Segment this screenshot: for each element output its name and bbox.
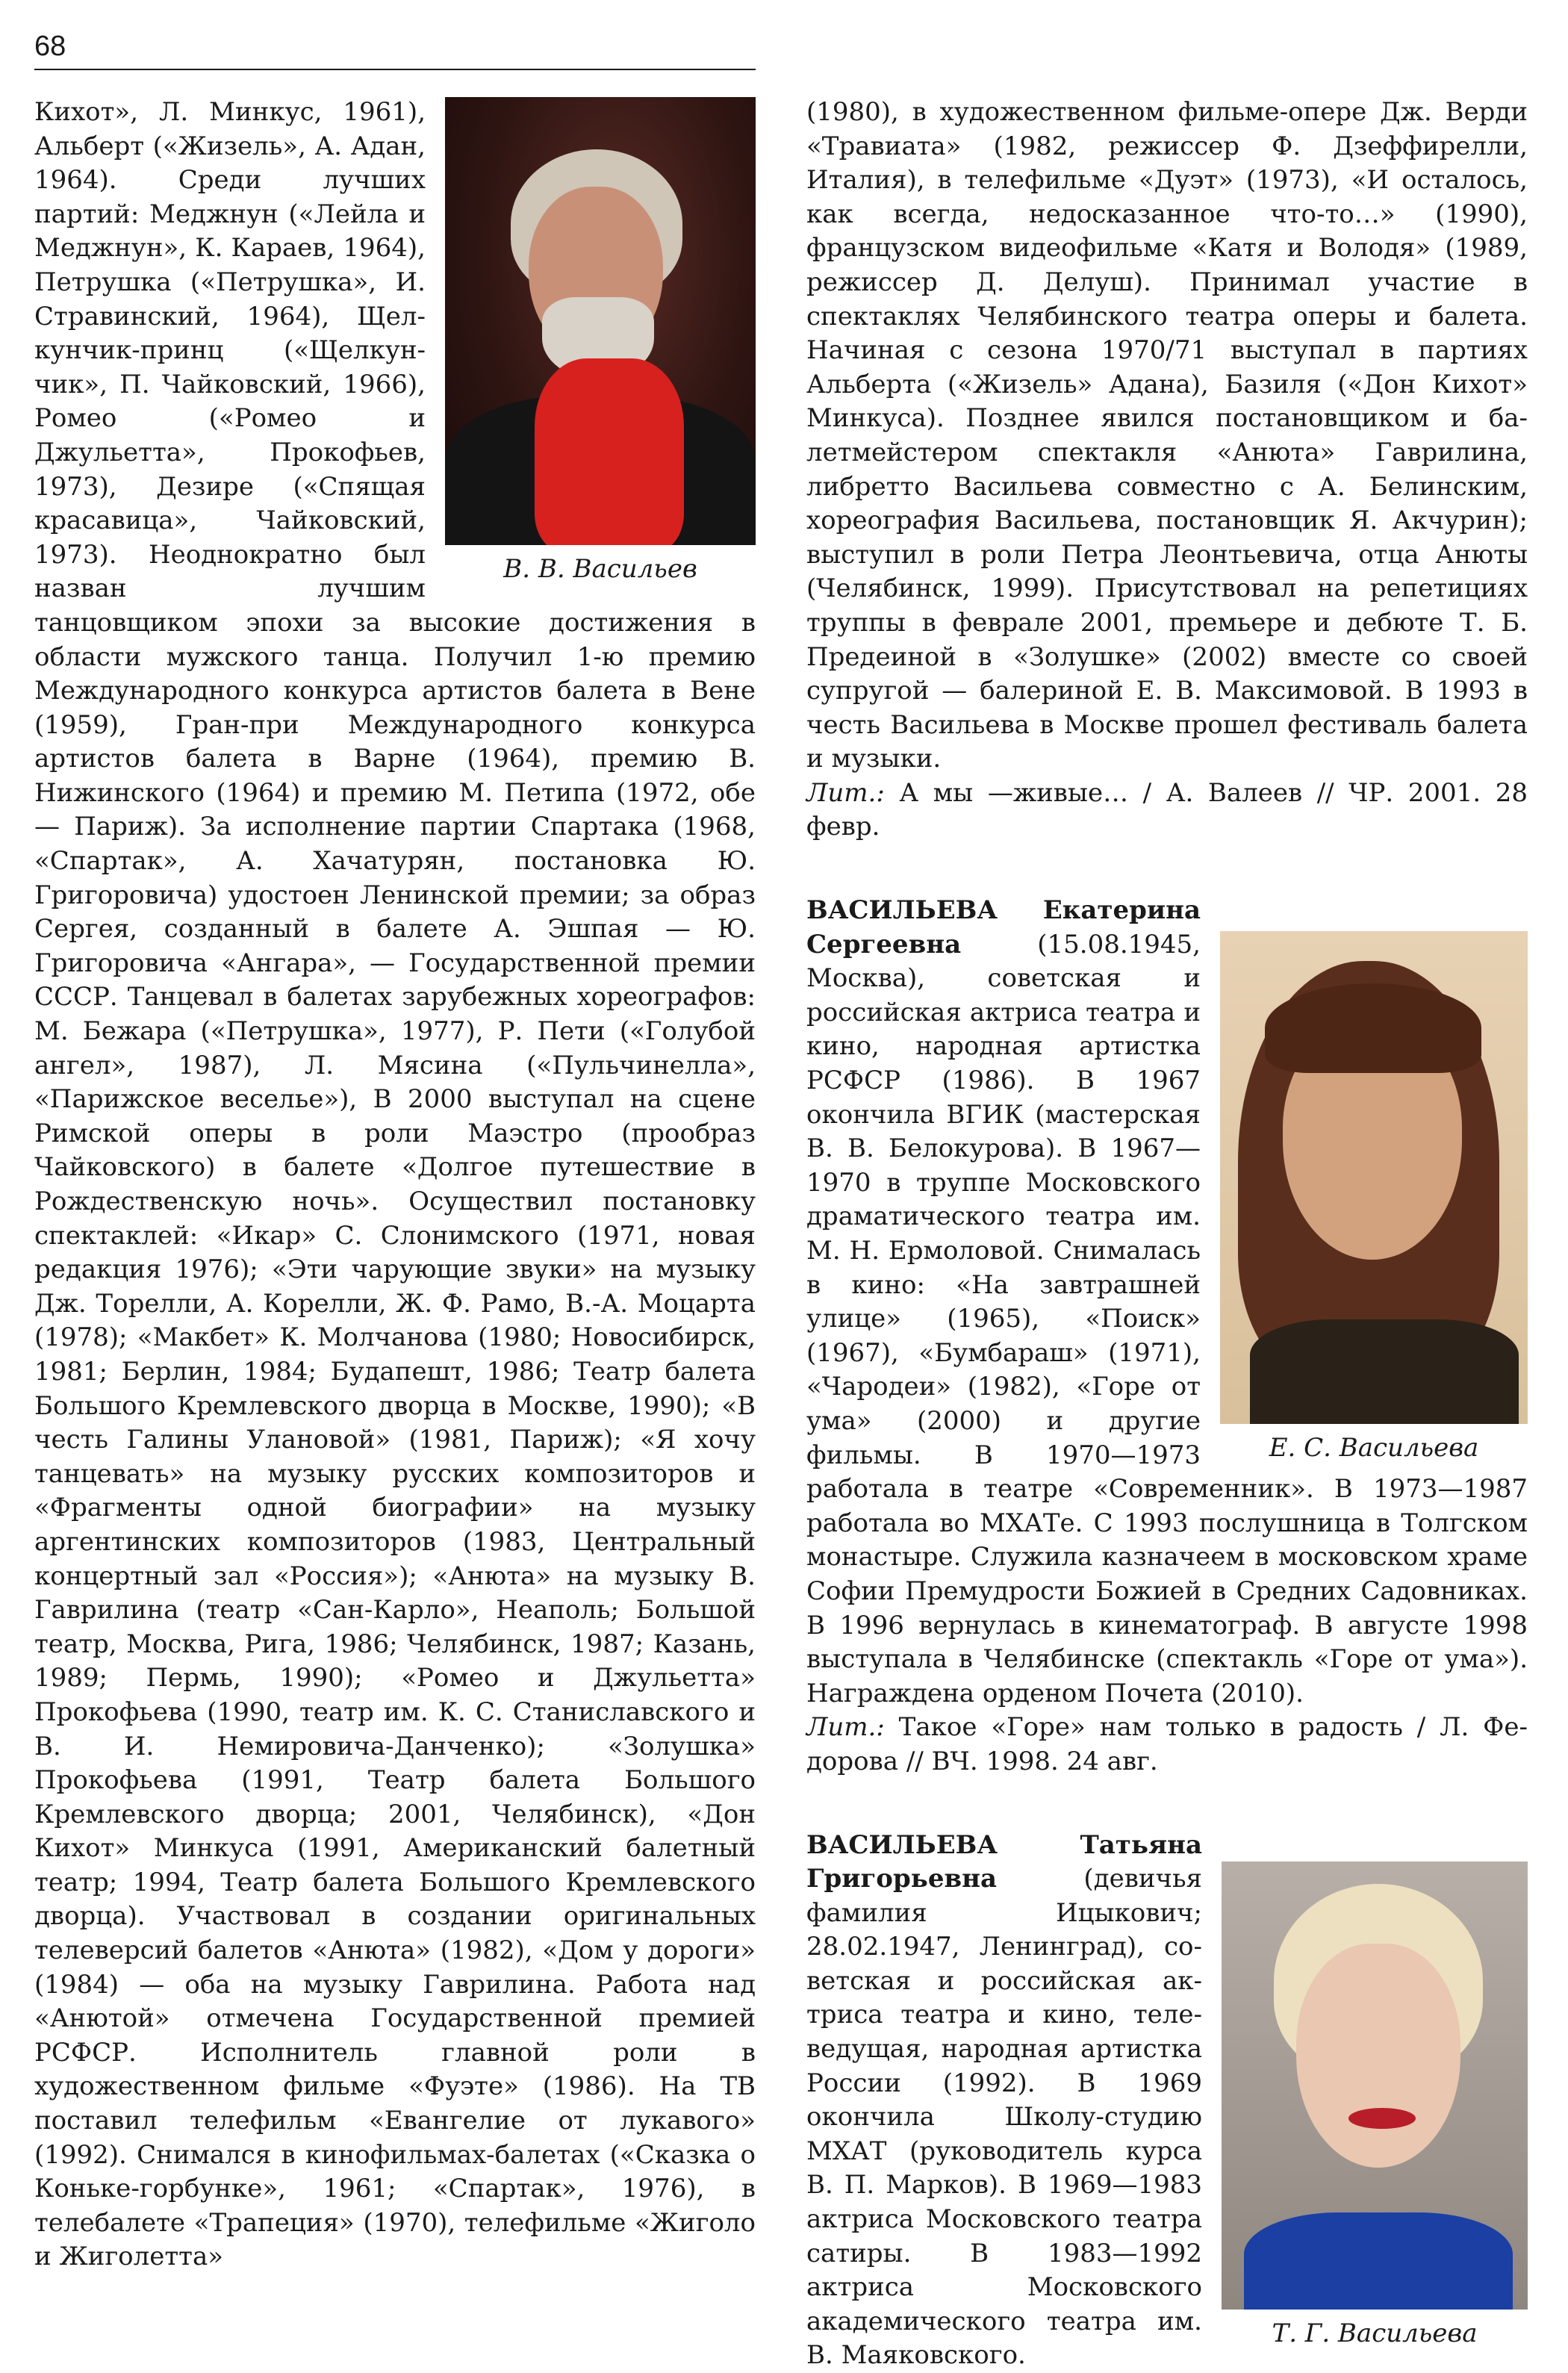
photo-figure-e-vasilieva [1220,931,1528,1464]
header-rule [34,69,756,70]
portrait-photo-vasiliev [445,97,756,545]
photo-caption: Е. С. Васильева [1220,1431,1528,1464]
portrait-photo-e-vasilieva [1220,931,1528,1424]
literature-reference [806,1711,1528,1779]
photo-caption: Т. Г. Васильева [1222,2317,1528,2350]
article-text-continuation: (1980), в художественном фильме-опере Дж. Верди «Травиата» (1982, режиссер Ф. Дзеффирелли, Италия), в телефильме «Дуэт» (1973), «И осталось, как всегда, недосказанное что-то…» (1990), французском видеофильме «Катя и Володя» (1989, режиссер Д. Делуш). Принимал участие в спектаклях Челябинского театра оперы и балета. Начиная с сезона 1970/71 выступал в партиях Альберта («Жизель» Адана), Базиля («Дон Кихот» Минкуса). Позднее явился постановщиком и балетмейстером спектакля «Анюта» Гаврилина, либретто Васильева совместно с А. Белинским, хореография Васильева, постановщик Я. Акчурин); выступил в роли Петра Леонтьевича, отца Анюты (Челябинск, 1999). Присутствовал на репетициях труппы в феврале 2001, премьере и дебюте Т. Б. Предеиной в «Золушке» (2002) вместе со своей супругой — балериной Е. В. Максимовой. В 1993 в честь Васильева в Москве прошел фестиваль балета и музыки. [806,96,1528,777]
literature-text: А мы —живые… / А. Валеев // ЧР. 2001. 28 февр. [806,778,1528,842]
entry-ekaterina-vasilieva [806,894,1528,1779]
photo-figure-t-vasilieva [1222,1862,1528,2350]
entry-tatiana-vasilieva [806,1829,1528,2373]
page-number: 68 [34,30,66,63]
literature-label: Лит.: [806,778,885,808]
literature-reference [806,777,1528,845]
entry-body: (девичья фамилия Ицыкович; 28.02.1947, Ленинград), советская и российская актриса театра и кино, телеведущая, народная артистка России (1992). В 1969 окончила Школу-студию МХАТ (руководитель курса В. П. Марков). В 1969—1983 актриса Московского театра сатиры. В 1983—1992 актриса Московского академического театра им. В. Маяковского. [806,1864,1202,2370]
entry-title: ВАСИЛЬЕВА Екатерина Сергеевна [806,895,1201,960]
left-column [34,96,756,2336]
photo-figure-vasiliev [445,97,756,585]
entry-body: (15.08.1945, Москва), советская и российская актриса театра и кино, народная артистка РСФСР (1986). В 1967 окончила ВГИК (мастерская В. В. Белокурова). В 1967—1970 в труппе Московского драматического театра им. М. Н. Ермоловой. Снималась в кино: «На завтрашней улице» (1965), «Поиск» (1967), «Бумбараш» (1971), «Чародеи» (1982), «Горе от ума» (2000) и другие фильмы. В 1970—1973 работала в театре «Современник». В 1973—1987 работала во МХАТе. С 1993 послушница в Толгском монастыре. Служила казначеем в московском храме Софии Премудрости Божией в Средних Садовниках. В 1996 вернулась в кинематограф. В августе 1998 выступала в Челябинске (спектакль «Горе от ума»). Награждена орденом Почета (2010). [806,930,1528,1708]
entry-title: ВАСИЛЬЕВА Татьяна Григорьевна [806,1830,1202,1894]
article-text: Кихот», Л. Минкус, 1961), Альберт («Жизель», А. Адан, 1964). Среди лучших партий: Меджнун («Лейла и Меджнун», К. Караев, 1964), Петрушка («Петрушка», И. Стравинский, 1964), Щелкунчик-принц («Щелкунчик», П. Чайковский, 1966), Ромео («Ромео и Джульетта», Прокофьев, 1973), Дезире («Спящая красавица», Чайковский, 1973). Неоднократно был назван лучшим танцовщиком эпохи за высокие достижения в области мужского танца. Получил 1-ю премию Международного конкурса артистов балета в Вене (1959), Гран-при Международного конкурса артистов балета в Варне (1964), премию В. Нижинского (1964) и премию М. Петипа (1972, обе — Париж). За исполнение партии Спартака (1968, «Спартак», А. Хачатурян, постановка Ю. Григоровича) удостоен Ленинской премии; за образ Сергея, созданный в балете А. Эшпая — Ю. Григоровича «Ангара», — Государственной премии СССР. Танцевал в балетах зарубежных хореографов: М. Бежара («Петрушка», 1977), Р. Пети («Голубой ангел», 1987), Л. Мясина («Пульчинелла», «Парижское веселье»), В 2000 выступал на сцене Римской оперы в роли Маэстро (прообраз Чайковского) в балете «Долгое путешествие в Рождественскую ночь». Осуществил постановку спектаклей: «Икар» С. Слонимского (1971, новая редакция 1976); «Эти чарующие звуки» на музыку Дж. Торелли, А. Корелли, Ж. Ф. Рамо, В.-А. Моцарта (1978); «Макбет» К. Молчанова (1980; Новосибирск, 1981; Берлин, 1984; Будапешт, 1986; Театр балета Большого Кремлевского дворца в Москве, 1990); «В честь Галины Улановой» (1981, Париж); «Я хочу танцевать» на музыку русских композиторов и «Фрагменты одной биографии» на музыку аргентинских композиторов (1983, Центральный концертный зал «Россия»); «Анюта» на музыку В. Гаврилина (театр «Сан-Карло», Неаполь; Большой театр, Москва, Рига, 1986; Челябинск, 1987; Казань, 1989; Пермь, 1990); «Ромео и Джульетта» Прокофьева (1990, театр им. К. С. Станиславского и В. И. Немировича-Данченко); «Золушка» Прокофьева (1991, Театр балета Большого Кремлевского дворца; 2001, Челябинск), «Дон Кихот» Минкуса (1991, Американский балетный театр; 1994, Театр балета Большого Кремлевского дворца). Участвовал в создании оригинальных телеверсий балетов «Анюта» (1982), «Дом у дороги» (1984) — оба на музыку Гаврилина. Работа над «Анютой» отмечена Государственной премией РСФСР. Исполнитель главной роли в художественном фильме «Фуэте» (1986). На ТВ поставил телефильм «Евангелие от лукавого» (1992). Снимался в кинофильмах-балетах («Сказка о Коньке-горбунке», 1961; «Спартак», 1976), в телебалете «Трапеция» (1970), телефильме «Жиголо и Жиголетта» [34,96,756,2274]
photo-caption: В. В. Васильев [445,553,756,585]
literature-text: Такое «Горе» нам только в радость / Л. Федорова // ВЧ. 1998. 24 авг. [806,1712,1528,1776]
literature-label: Лит.: [806,1712,885,1742]
right-column [806,96,1528,2336]
portrait-photo-t-vasilieva [1222,1862,1528,2310]
